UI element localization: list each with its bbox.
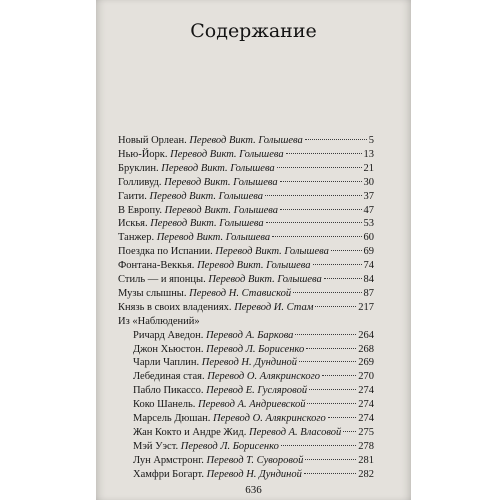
entry-page-number: 274 — [358, 413, 374, 424]
toc-entry — [133, 356, 374, 370]
entry-page-number: 282 — [358, 468, 374, 480]
toc-entry — [133, 454, 374, 468]
toc-entry — [133, 412, 374, 426]
entry-title — [118, 287, 291, 301]
entry-translator: Перевод Викт. Голышева — [150, 218, 264, 230]
leader-dots — [286, 153, 362, 154]
entry-translator: Перевод Л. Борисенко — [180, 440, 279, 452]
toc-entry — [118, 134, 374, 148]
leader-dots — [295, 334, 356, 335]
entry-name: Пабло Пикассо. — [133, 385, 204, 397]
toc-entry — [118, 245, 374, 259]
entry-translator: Перевод Викт. Голышева — [156, 232, 271, 244]
entry-name: Ричард Аведон. — [133, 329, 204, 341]
entry-title — [133, 440, 279, 454]
entry-translator: Перевод О. Алякринского — [207, 371, 320, 383]
entry-name: Голливуд. — [118, 176, 162, 188]
entry-page-number: 217 — [358, 301, 374, 313]
entry-title — [118, 176, 278, 190]
toc-entry — [118, 176, 374, 190]
toc-entry — [118, 231, 374, 245]
entry-title — [133, 356, 297, 370]
toc-entry — [133, 370, 374, 384]
toc-entry — [118, 217, 374, 231]
entry-title — [118, 134, 303, 148]
entry-name: Чарли Чаплин. — [133, 357, 200, 369]
entry-name: Хамфри Богарт. — [133, 468, 204, 480]
entry-name: Лун Армстронг. — [133, 454, 204, 466]
entry-translator: Перевод Викт. Голышева — [164, 176, 278, 188]
entry-title — [133, 412, 326, 426]
entry-page-number: 270 — [358, 371, 374, 383]
leader-dots — [281, 445, 356, 446]
entry-page-number: 264 — [358, 329, 374, 341]
entry-name: Князь в своих владениях. — [118, 301, 232, 313]
leader-dots — [272, 236, 361, 237]
leader-dots — [306, 348, 356, 349]
entry-name: Жан Кокто и Андре Жид. — [133, 426, 247, 438]
entry-title — [118, 217, 264, 231]
entry-title — [133, 343, 304, 357]
entry-translator: Перевод Викт. Голышева — [161, 162, 275, 174]
leader-dots — [305, 139, 367, 140]
entry-name: Мэй Уэст. — [133, 440, 179, 452]
entry-name: Поездка по Испании. — [118, 246, 213, 258]
leader-dots — [313, 264, 362, 265]
toc-entry — [118, 162, 374, 176]
leader-dots — [277, 167, 362, 168]
entry-name: Танжер. — [118, 232, 155, 244]
leader-dots — [266, 222, 362, 223]
entry-title — [118, 259, 311, 273]
entry-translator: Перевод А. Андриевской — [197, 399, 306, 411]
entry-title — [133, 370, 320, 384]
entry-translator: Перевод О. Алякринского — [212, 413, 326, 424]
section-name: Из «Наблюдений» — [118, 315, 200, 327]
entry-translator: Перевод А. Власовой — [249, 426, 342, 438]
entry-page-number: 281 — [358, 454, 374, 466]
entry-page-number: 74 — [363, 260, 374, 272]
page-title: Содержание — [190, 20, 317, 42]
leader-dots — [331, 250, 362, 251]
entry-page-number: 5 — [368, 135, 374, 146]
entry-name: Коко Шанель. — [133, 399, 196, 411]
leader-dots — [328, 417, 357, 418]
toc-entry — [118, 301, 374, 315]
entry-translator: Перевод Викт. Голышева — [208, 274, 322, 285]
entry-translator: Перевод Викт. Голышева — [164, 204, 279, 216]
entry-title — [133, 454, 303, 468]
entry-translator: Перевод Викт. Голышева — [197, 260, 311, 272]
leader-dots — [280, 181, 362, 182]
entry-title — [118, 162, 275, 176]
entry-name: Стиль — и японцы. — [118, 274, 206, 285]
entry-page-number: 47 — [363, 204, 374, 216]
entry-title — [118, 148, 284, 162]
entry-page-number: 275 — [358, 426, 374, 438]
leader-dots — [280, 209, 361, 210]
entry-translator: Перевод Н. Дундиной — [201, 357, 298, 369]
entry-title — [133, 384, 307, 398]
leader-dots — [299, 361, 356, 362]
entry-page-number: 84 — [363, 274, 374, 285]
entry-name: В Европу. — [118, 204, 162, 216]
toc-entry — [133, 329, 374, 343]
entry-page-number: 268 — [358, 343, 374, 355]
leader-dots — [293, 292, 361, 293]
toc-entry — [133, 468, 374, 482]
entry-translator: Перевод Викт. Голышева — [189, 135, 303, 146]
entry-name: Фонтана-Веккья. — [118, 260, 195, 272]
toc-entry — [133, 343, 374, 357]
entry-translator: Перевод Викт. Голышева — [215, 246, 329, 258]
toc-entry — [118, 148, 374, 162]
toc-entry — [133, 384, 374, 398]
entry-title — [118, 301, 313, 315]
entry-page-number: 30 — [363, 176, 374, 188]
entry-name: Искья. — [118, 218, 148, 230]
toc-entry — [118, 287, 374, 301]
entry-page-number: 69 — [363, 246, 374, 258]
toc-entry — [133, 426, 374, 440]
toc-section-heading — [118, 315, 374, 329]
entry-page-number: 60 — [363, 232, 374, 244]
entry-translator: Перевод Викт. Голышева — [149, 190, 263, 202]
entry-title — [118, 245, 329, 259]
entry-name: Нью-Йорк. — [118, 148, 168, 160]
entry-name: Марсель Дюшан. — [133, 413, 211, 424]
entry-page-number: 278 — [358, 440, 374, 452]
toc-entry — [118, 204, 374, 218]
entry-title — [133, 329, 293, 343]
entry-page-number: 53 — [363, 218, 374, 230]
entry-translator: Перевод И. Стам — [234, 301, 314, 313]
entry-translator: Перевод Викт. Голышева — [170, 148, 284, 160]
toc-entry — [118, 190, 374, 204]
entry-title — [133, 468, 302, 482]
leader-dots — [324, 278, 362, 279]
entry-title — [133, 426, 341, 440]
entry-name: Гаити. — [118, 190, 147, 202]
page-number-footer: 636 — [245, 483, 262, 496]
entry-title — [133, 398, 305, 412]
entry-title — [118, 190, 263, 204]
entry-title — [118, 315, 200, 329]
toc-entry — [118, 259, 374, 273]
entry-page-number: 13 — [363, 148, 374, 160]
entry-translator: Перевод А. Баркова — [205, 329, 294, 341]
entry-translator: Перевод Н. Ставиской — [189, 287, 292, 299]
toc-entry — [133, 398, 374, 412]
leader-dots — [315, 306, 356, 307]
leader-dots — [343, 431, 356, 432]
leader-dots — [304, 473, 356, 474]
entry-translator: Перевод Н. Дундиной — [206, 468, 302, 480]
leader-dots — [309, 389, 356, 390]
entry-title — [118, 231, 270, 245]
entry-name: Бруклин. — [118, 162, 159, 174]
leader-dots — [322, 375, 356, 376]
entry-name: Музы слышны. — [118, 287, 187, 299]
entry-page-number: 37 — [363, 190, 374, 202]
toc-entry — [133, 440, 374, 454]
toc-entry — [118, 273, 374, 287]
entry-page-number: 274 — [358, 399, 374, 411]
entry-translator: Перевод Т. Суворовой — [206, 454, 304, 466]
entry-title — [118, 273, 322, 287]
entry-page-number: 87 — [363, 287, 374, 299]
entry-title — [118, 204, 278, 218]
entry-page-number: 21 — [363, 162, 374, 174]
leader-dots — [305, 459, 356, 460]
entry-name: Джон Хьюстон. — [133, 343, 204, 355]
entry-translator: Перевод Л. Борисенко — [206, 343, 305, 355]
leader-dots — [265, 195, 362, 196]
entry-translator: Перевод Е. Гусляровой — [206, 385, 308, 397]
entry-page-number: 274 — [358, 385, 374, 397]
entry-name: Новый Орлеан. — [118, 135, 187, 146]
entry-name: Лебединая стая. — [133, 371, 205, 383]
entry-page-number: 269 — [358, 357, 374, 369]
leader-dots — [307, 403, 356, 404]
